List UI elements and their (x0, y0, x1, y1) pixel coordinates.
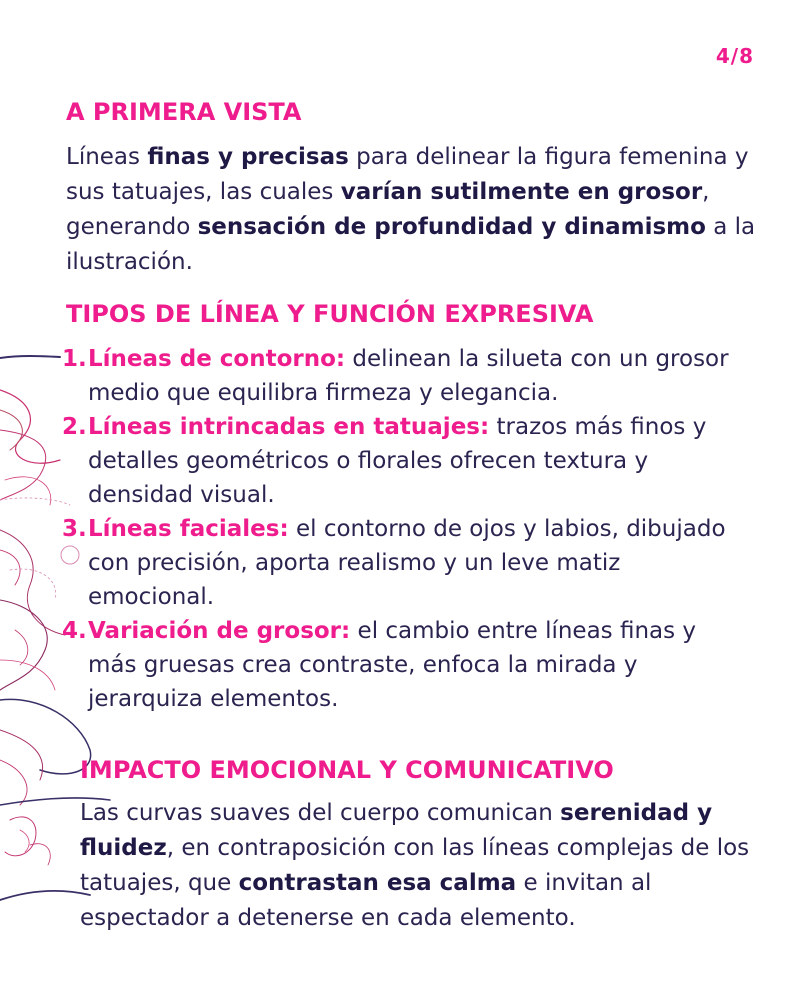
section-title-line-types: TIPOS DE LÍNEA Y FUNCIÓN EXPRESIVA (66, 300, 594, 328)
emotional-impact-paragraph: Las curvas suaves del cuerpo comunican serenidad y fluidez, en contraposición con las líneas complejas de los tatuajes, que contrastan esa calma e invitan al espectador a detenerse en cada elemento. (80, 800, 750, 931)
list-item: 3. Líneas faciales: el contorno de ojos y labios, dibujado con precisión, aporta realismo y un leve matiz emocional. (62, 516, 726, 610)
list-item: 4. Variación de grosor: el cambio entre líneas finas y más gruesas crea contraste, enfoca la mirada y jerarquiza elementos. (62, 618, 697, 712)
list-item: 1. Líneas de contorno: delinean la silueta con un grosor medio que equilibra firmeza y elegancia. (62, 346, 729, 406)
section-title-first-view: A PRIMERA VISTA (66, 98, 302, 126)
section-title-emotional-impact: IMPACTO EMOCIONAL Y COMUNICATIVO (80, 756, 614, 784)
line-types-list (60, 342, 750, 716)
first-view-paragraph: Líneas finas y precisas para delinear la figura femenina y sus tatuajes, las cuales varían sutilmente en grosor, generando sensación de profundidad y dinamismo a la ilustración. (66, 144, 756, 275)
list-item: 2. Líneas intrincadas en tatuajes: trazos más finos y detalles geométricos o florales ofrecen textura y densidad visual. (62, 414, 707, 508)
page-number: 4/8 (715, 44, 754, 68)
